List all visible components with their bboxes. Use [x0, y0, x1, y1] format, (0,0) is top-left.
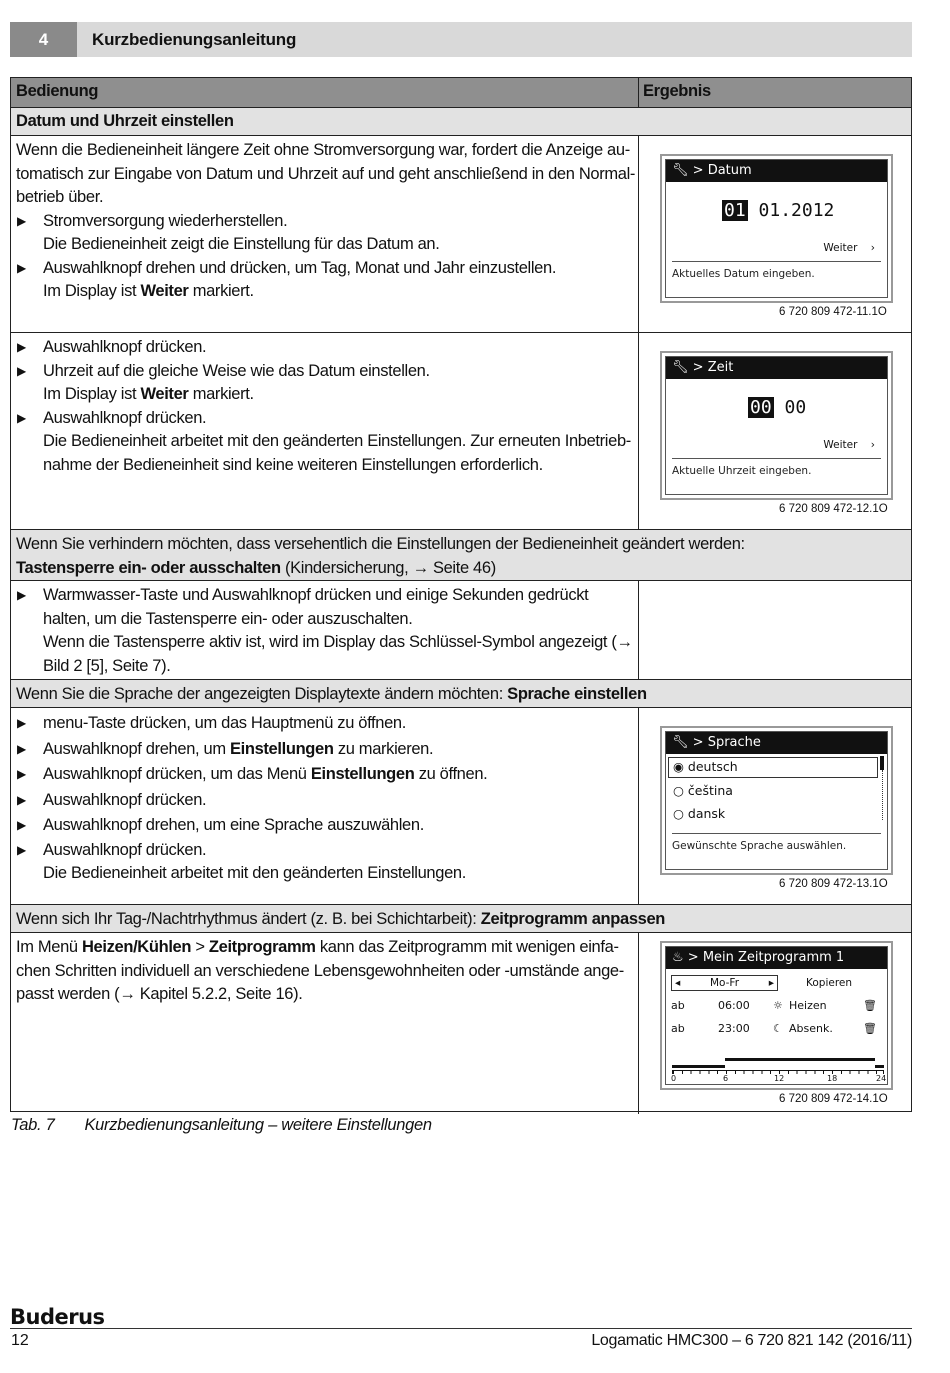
figure-reference: 6 720 809 472-14.1O [779, 1093, 888, 1105]
display-title-bar: 🔧︎ > Datum [666, 160, 887, 182]
copy-button[interactable]: Kopieren [806, 977, 853, 989]
section-title-datum: Datum und Uhrzeit einstellen [16, 112, 234, 130]
wrench-icon: 🔧︎ [672, 163, 689, 178]
section-row-tastensperre [11, 529, 911, 580]
buderus-logo: Buderus [10, 1305, 105, 1329]
instruction-cell: Im Menü Heizen/Kühlen > Zeitprogramm kann das Zeitprogramm mit wenigen einfa-chen Schritten individuell an verschiedene Lebensgewohnheiten oder -umstände ange-passt werden (→ Kapitel 5.2.2, Seite 16). [16, 938, 624, 1003]
chevron-right-icon: › [870, 242, 875, 254]
timeline-chart: 0 6 12 18 24 [672, 1056, 884, 1086]
radio-empty-icon: ○ [673, 783, 684, 798]
display-zeitprogramm [660, 941, 893, 1090]
bullet-triangle-icon: ▶ [17, 792, 26, 807]
moon-icon: ☾ [773, 1022, 783, 1035]
document-id: Logamatic HMC300 – 6 720 821 142 (2016/11) [591, 1332, 912, 1349]
bullet-triangle-icon: ▶ [17, 410, 26, 425]
hour-field: 00 [750, 397, 772, 418]
bullet-triangle-icon: ▶ [17, 260, 26, 275]
scrollbar-track [882, 770, 883, 820]
list-item: ▶ menu-Taste drücken, um das Hauptmenü zu öffnen. [16, 711, 636, 737]
list-item: ▶ Auswahlknopf drücken. [16, 788, 636, 814]
list-item: ▶ Auswahlknopf drehen, um Einstellungen zu markieren. [16, 737, 636, 763]
weiter-label: Weiter › [823, 439, 875, 451]
display-title-bar: 🔧︎ > Zeit [666, 357, 887, 379]
weiter-label: Weiter › [823, 242, 875, 254]
instruction-table [10, 77, 912, 1112]
day-field: 01 [724, 200, 746, 221]
instruction-cell [16, 711, 636, 886]
list-item: ▶ Auswahlknopf drücken. [16, 336, 636, 360]
bullet-triangle-icon: ▶ [17, 818, 26, 832]
chapter-title: Kurzbedienungsanleitung [92, 30, 297, 49]
instruction-cell [16, 336, 636, 477]
bullet-triangle-icon: ▶ [17, 213, 26, 228]
list-item: ▶ Auswahlknopf drehen, um eine Sprache auszuwählen. [16, 813, 636, 839]
arrow-left-icon: ◂ [675, 977, 681, 989]
date-rest: 01.2012 [758, 200, 835, 221]
language-option-selected[interactable]: ◉ deutsch [668, 757, 878, 778]
minute-field: 00 [784, 397, 807, 418]
list-item: ▶ Auswahlknopf drücken. Die Bedieneinheit arbeitet mit den geänderten Einstellungen. Zur erneuten Inbetrieb-nahme der Bedieneinheit sind keine weiteren Einstellungen erforderlich. [17, 408, 631, 474]
table-row-tastensperre [11, 580, 911, 679]
chapter-number: 4 [10, 22, 77, 57]
bullet-triangle-icon: ▶ [17, 741, 26, 756]
day-selector[interactable]: ◂ Mo-Fr ▸ [671, 975, 778, 991]
figure-reference: 6 720 809 472-11.1O [779, 306, 887, 318]
wrench-icon: 🔧︎ [672, 360, 689, 375]
list-item: ▶ Auswahlknopf drehen und drücken, um Tag, Monat und Jahr einzustellen. Im Display ist Weiter markiert. [17, 258, 557, 300]
section-row-sprache [11, 679, 911, 707]
figure-reference: 6 720 809 472-12.1O [779, 503, 888, 515]
display-zeit [660, 351, 893, 500]
radiator-icon: ♨︎ [672, 950, 684, 965]
instruction-cell [16, 584, 636, 678]
bullet-triangle-icon: ▶ [17, 716, 26, 730]
bullet-triangle-icon: ▶ [17, 363, 26, 378]
table-row-zeitprogramm [11, 932, 911, 1113]
column-header-ergebnis: Ergebnis [643, 82, 711, 100]
display-title-bar: 🔧︎ > Sprache [666, 732, 887, 754]
list-item: ▶ Warmwasser-Taste und Auswahlknopf drücken und einige Sekunden gedrückt halten, um die Tastensperre ein- oder auszuschalten. Wenn die Tastensperre aktiv ist, wird im Display das Schlüssel-Symbol angezeigt (→ Bild 2 [5], Seite 7). [17, 586, 633, 675]
scrollbar-thumb[interactable] [880, 756, 884, 770]
bullet-triangle-icon: ▶ [17, 588, 26, 602]
list-item: ▶ Auswahlknopf drücken. Die Bedieneinheit arbeitet mit den geänderten Einstellungen. [17, 840, 466, 882]
list-item: ▶ Stromversorgung wiederherstellen. Die Bedieneinheit zeigt die Einstellung für das Datum an. [17, 211, 440, 253]
switch-point-row[interactable]: ab 06:00 ☼ Heizen 🗑︎ [671, 999, 877, 1012]
chapter-header [10, 22, 912, 57]
radio-checked-icon: ◉ [673, 759, 684, 774]
table-caption: Tab. 7 Kurzbedienungsanleitung – weitere Einstellungen [11, 1116, 432, 1134]
list-item: ▶ Auswahlknopf drücken, um das Menü Einstellungen zu öffnen. [16, 762, 636, 788]
section-text: Wenn Sie die Sprache der angezeigten Displaytexte ändern möchten: Sprache einstellen [16, 685, 647, 703]
display-title-bar: ♨︎ > Mein Zeitprogramm 1 [666, 947, 887, 969]
table-row-datum [11, 135, 911, 332]
radio-empty-icon: ○ [673, 806, 684, 821]
display-hint: Aktuelle Uhrzeit eingeben. [672, 465, 812, 477]
table-header-row [11, 78, 911, 107]
trash-icon: 🗑︎ [863, 999, 877, 1012]
section-row-zeitprogramm [11, 904, 911, 932]
language-option[interactable]: ○ čeština [673, 783, 733, 798]
section-title-row [11, 107, 911, 135]
table-row-zeit [11, 332, 911, 529]
display-hint: Aktuelles Datum eingeben. [672, 268, 815, 280]
display-hint: Gewünschte Sprache auswählen. [672, 840, 847, 852]
trash-icon: 🗑︎ [863, 1022, 877, 1035]
intro-text: Wenn die Bedieneinheit längere Zeit ohne Stromversorgung war, fordert die Anzeige au-tomatisch zur Eingabe von Datum und Uhrzeit auf und geht anschließend in den Normal-betrieb über. [16, 141, 636, 206]
list-item: ▶ Uhrzeit auf die gleiche Weise wie das Datum einstellen. Im Display ist Weiter markiert. [17, 361, 430, 403]
arrow-right-icon: ▸ [768, 977, 774, 989]
bullet-triangle-icon: ▶ [17, 842, 26, 857]
switch-point-row[interactable]: ab 23:00 ☾ Absenk. 🗑︎ [671, 1022, 877, 1035]
section-text: Wenn sich Ihr Tag-/Nachtrhythmus ändert (z. B. bei Schichtarbeit): Zeitprogramm anpassen [16, 910, 666, 928]
wrench-icon: 🔧︎ [672, 735, 689, 750]
chevron-right-icon: › [870, 439, 875, 451]
language-option[interactable]: ○ dansk [673, 806, 726, 821]
page-number: 12 [11, 1332, 29, 1349]
figure-reference: 6 720 809 472-13.1O [779, 878, 888, 890]
instruction-cell [16, 139, 636, 304]
table-row-sprache [11, 707, 911, 904]
display-datum [660, 154, 893, 303]
display-sprache [660, 726, 893, 875]
column-header-bedienung: Bedienung [16, 82, 99, 100]
bullet-triangle-icon: ▶ [17, 767, 26, 781]
bullet-triangle-icon: ▶ [17, 340, 26, 354]
section-text: Wenn Sie verhindern möchten, dass versehentlich die Einstellungen der Bedieneinheit geändert werden: Tastensperre ein- oder ausschalten (Kindersicherung, → Seite 46) [16, 535, 745, 577]
sun-icon: ☼ [773, 999, 783, 1012]
